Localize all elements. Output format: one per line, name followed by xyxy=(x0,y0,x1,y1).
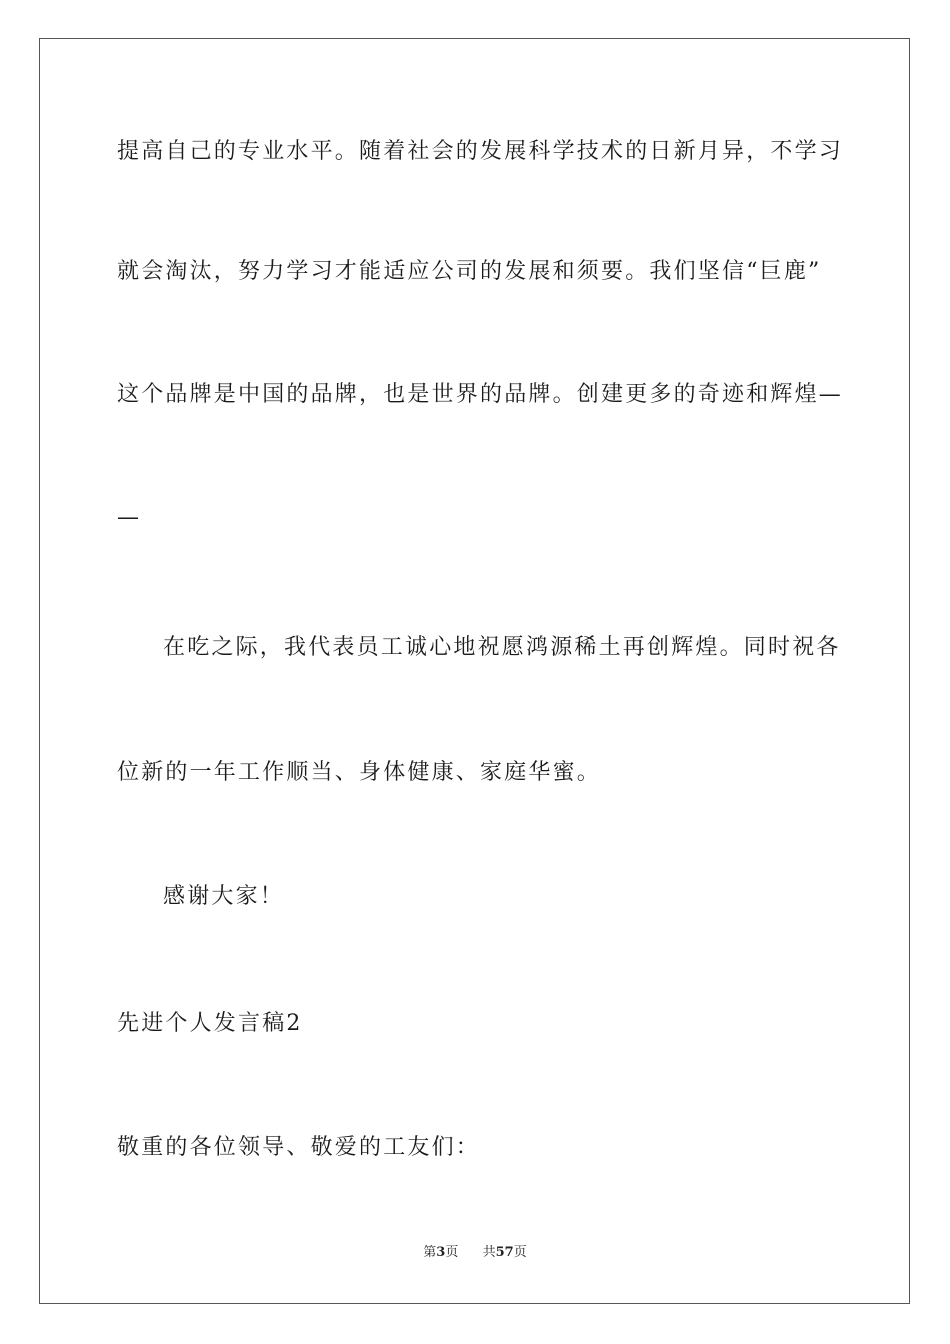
paragraph-line-5: 在吃之际，我代表员工诚心地祝愿鸿源稀土再创辉煌。同时祝各 xyxy=(163,635,841,660)
page-total-label: 共57页 xyxy=(482,1245,527,1260)
closing-thanks: 感谢大家！ xyxy=(163,884,285,909)
body-line-1: 提高自己的专业水平。随着社会的发展科学技术的日新月异，不学习 xyxy=(117,139,844,164)
body-line-3: 这个品牌是中国的品牌，也是世界的品牌。创建更多的奇迹和辉煌— xyxy=(117,382,844,407)
section-heading: 先进个人发言稿2 xyxy=(117,1011,303,1036)
salutation-line: 敬重的各位领导、敬爱的工友们： xyxy=(117,1135,481,1160)
body-line-4: — xyxy=(117,505,142,530)
body-line-6: 位新的一年工作顺当、身体健康、家庭华蜜。 xyxy=(117,760,602,785)
current-page-number: 3 xyxy=(436,1245,446,1260)
page-number-label: 第3页 xyxy=(423,1245,459,1260)
page-footer xyxy=(0,1244,950,1262)
total-page-number: 57 xyxy=(495,1245,514,1260)
body-line-2: 就会淘汰，努力学习才能适应公司的发展和须要。我们坚信“巨鹿” xyxy=(117,259,822,284)
page-border xyxy=(39,38,910,1304)
